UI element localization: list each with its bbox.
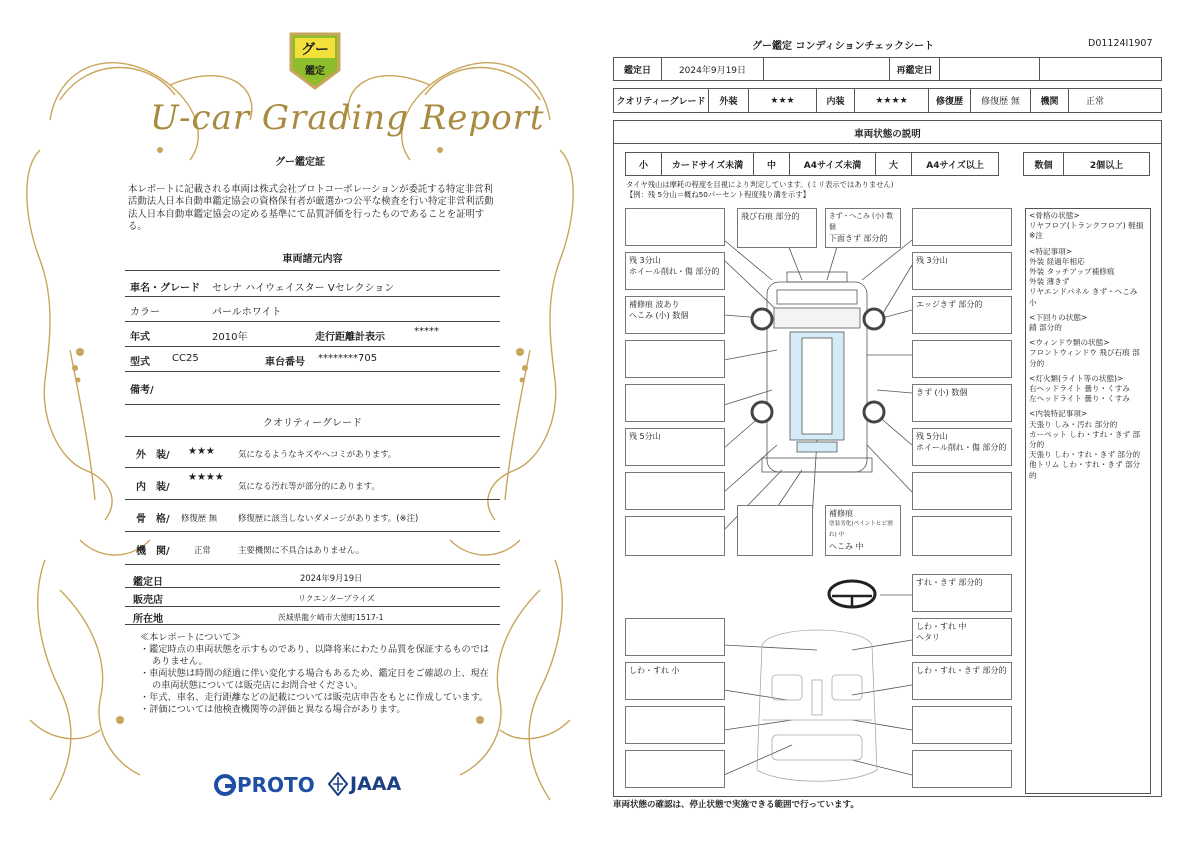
address-value: 茨城県龍ケ崎市大徳町1517-1 bbox=[278, 613, 384, 622]
damage-note: へこみ 中 bbox=[829, 542, 864, 551]
mileage-value: ***** bbox=[414, 326, 439, 337]
svg-text:グー: グー bbox=[301, 42, 329, 58]
engine-label: 機関 bbox=[1031, 89, 1069, 112]
damage-note: 下面きず 部分的 bbox=[829, 234, 888, 243]
engine-value: 正常 bbox=[1085, 97, 1104, 107]
exterior-desc: 気になるようなキズやヘコミがあります。 bbox=[238, 449, 397, 459]
divider bbox=[125, 436, 500, 437]
size-mid-desc: A4サイズ未満 bbox=[790, 153, 876, 175]
ext-value: ★★★ bbox=[749, 89, 817, 112]
damage-box bbox=[625, 384, 725, 422]
note-item: ・評価については他検査機関等の評価と異なる場合があります。 bbox=[140, 704, 406, 715]
size-legend bbox=[625, 152, 999, 176]
car-name-value: セレナ ハイウェイスター Vセレクション bbox=[212, 283, 395, 294]
report-notes bbox=[140, 632, 490, 716]
note-line: 天張り しわ・すれ・きず 部分的 bbox=[1029, 450, 1141, 460]
damage-box bbox=[912, 340, 1012, 378]
interior-box bbox=[912, 706, 1012, 744]
svg-text:鑑定: 鑑定 bbox=[305, 66, 325, 77]
damage-box bbox=[912, 472, 1012, 510]
note-line: リヤエンドパネル きず・へこみ 小 bbox=[1029, 287, 1138, 307]
car-name-label: 車名・グレード bbox=[130, 283, 200, 294]
damage-box: 残 5分山 ホイール削れ・傷 部分的 bbox=[912, 428, 1012, 466]
note-item: ・鑑定時点の車両状態を示すものであり、以降将来にわたり品質を保証するものではありません。 bbox=[140, 644, 490, 667]
interior-box: すれ・きず 部分的 bbox=[912, 574, 1012, 612]
interior-box: しわ・すれ・きず 部分的 bbox=[912, 662, 1012, 700]
damage-box: 残 3分山 bbox=[912, 252, 1012, 290]
engine-grade: 正常 bbox=[194, 545, 211, 555]
mileage-label: 走行距離計表示 bbox=[315, 332, 385, 343]
interior-box bbox=[912, 750, 1012, 788]
note-line: 右ヘッドライト 曇り・くすみ bbox=[1029, 384, 1130, 394]
note-line: <内装特記事項> bbox=[1029, 409, 1088, 419]
damage-note: 塗装劣化(ペイントヒビ割れ) 中 bbox=[829, 521, 893, 538]
frame-desc: 修復歴に該当しないダメージがあります。(※注) bbox=[238, 513, 419, 523]
divider bbox=[125, 606, 500, 607]
note-line: フロントウィンドウ 飛び石痕 部分的 bbox=[1029, 348, 1140, 368]
remarks-label: 備考/ bbox=[130, 385, 154, 396]
note-line: 外装 タッチアップ補修痕 bbox=[1029, 267, 1115, 277]
date-label: 鑑定日 bbox=[133, 577, 163, 588]
engine-label: 機 関/ bbox=[136, 546, 170, 557]
note-item: ・車両状態は時間の経過に伴い変化する場合もあるため、鑑定日をご確認の上、現在の車両状態については販売店にお問合せください。 bbox=[140, 668, 489, 691]
damage-box: きず (小) 数個 bbox=[912, 384, 1012, 422]
note-line: <ウィンドウ類の状態> bbox=[1029, 338, 1110, 348]
damage-note: 飛び石痕 部分的 bbox=[741, 212, 800, 221]
note-line: カーペット しわ・すれ・きず 部分的 bbox=[1029, 429, 1141, 450]
date-row bbox=[613, 57, 1162, 81]
divider bbox=[125, 624, 500, 625]
damage-box bbox=[912, 516, 1012, 556]
recheck-blank bbox=[1040, 58, 1161, 80]
repair-value: 修復歴 無 bbox=[971, 89, 1031, 112]
interior-label: 内 装/ bbox=[136, 482, 170, 493]
size-large: 大 bbox=[876, 153, 912, 175]
color-label: カラー bbox=[130, 307, 160, 318]
divider bbox=[125, 404, 500, 405]
certificate-text: 本レポートに記載される車両は株式会社プロトコーポレーションが委託する特定非営利活動法人日本自動車鑑定協会の資格保有者が厳選かつ公平な検査を行い特定非営利活動法人日本自動車鑑定協会の定める基準にて品質評価を行ったものであることを証明する。 bbox=[128, 184, 494, 232]
state-title: 車両状態の説明 bbox=[854, 129, 921, 140]
repair-label: 修復歴 bbox=[929, 89, 971, 112]
spec-title: 車両諸元内容 bbox=[282, 254, 343, 265]
exterior-label: 外 装/ bbox=[136, 450, 170, 461]
divider bbox=[125, 499, 500, 500]
sheet-title: グー鑑定 コンディションチェックシート bbox=[752, 41, 935, 52]
damage-box bbox=[625, 340, 725, 378]
color-value: パールホワイト bbox=[212, 307, 282, 318]
note-line: 錆 部分的 bbox=[1029, 323, 1062, 333]
note-line: 左ヘッドライト 曇り・くすみ bbox=[1029, 394, 1130, 404]
date-blank bbox=[764, 58, 890, 80]
chassis-label: 車台番号 bbox=[265, 357, 305, 368]
damage-note: 補修痕 bbox=[829, 509, 853, 518]
interior-grade: ★★★★ bbox=[188, 472, 224, 483]
ext-label: 外装 bbox=[709, 89, 749, 112]
damage-box bbox=[912, 208, 1012, 246]
quality-title: クオリティーグレード bbox=[263, 418, 362, 429]
divider bbox=[125, 296, 500, 297]
size-mid: 中 bbox=[754, 153, 790, 175]
date-value: 2024年9月19日 bbox=[662, 58, 764, 80]
year-value: 2010年 bbox=[212, 332, 248, 343]
count-legend bbox=[1023, 152, 1150, 176]
proto-logo-icon bbox=[214, 774, 236, 796]
notes-title: ≪本レポートについて≫ bbox=[140, 632, 241, 643]
damage-box bbox=[625, 472, 725, 510]
count-desc: 2個以上 bbox=[1089, 160, 1124, 171]
certificate-title: グー鑑定証 bbox=[275, 157, 325, 168]
tire-note: タイヤ残山は摩耗の程度を目視により判定しています。(ミリ表示ではありません) bbox=[626, 180, 894, 189]
document-id: D01124I1907 bbox=[1088, 38, 1153, 49]
divider bbox=[125, 321, 500, 322]
damage-box bbox=[737, 208, 817, 248]
frame-label: 骨 格/ bbox=[136, 514, 170, 525]
sheet-footer: 車両状態の確認は、停止状態で実施できる範囲で行っています。 bbox=[613, 800, 859, 810]
divider bbox=[125, 564, 500, 565]
divider bbox=[125, 531, 500, 532]
damage-box bbox=[737, 505, 813, 556]
divider bbox=[125, 346, 500, 347]
damage-box bbox=[825, 505, 901, 556]
int-label: 内装 bbox=[817, 89, 855, 112]
note-item: ・年式、車名、走行距離などの記載については販売店申告をもとに作成しています。 bbox=[140, 692, 489, 703]
jaaa-logo: JAAA bbox=[350, 773, 402, 795]
damage-box: エッジきず 部分的 bbox=[912, 296, 1012, 334]
model-label: 型式 bbox=[130, 357, 150, 368]
shop-label: 販売店 bbox=[133, 595, 163, 606]
date-label: 鑑定日 bbox=[614, 58, 662, 80]
size-small: 小 bbox=[626, 153, 662, 175]
damage-box bbox=[625, 516, 725, 556]
note-line: <下回りの状態> bbox=[1029, 312, 1088, 322]
interior-desc: 気になる汚れ等が部分的にあります。 bbox=[238, 481, 380, 491]
damage-box bbox=[825, 208, 901, 248]
note-line: <特記事項> bbox=[1029, 246, 1073, 256]
damage-box bbox=[625, 208, 725, 246]
proto-logo: PROTO bbox=[237, 773, 315, 797]
int-value: ★★★★ bbox=[855, 89, 929, 112]
shop-value: リクエンタープライズ bbox=[298, 594, 375, 603]
year-label: 年式 bbox=[130, 332, 150, 343]
size-large-desc: A4サイズ以上 bbox=[926, 160, 984, 171]
note-line: 外装 薄きず bbox=[1029, 277, 1070, 287]
grade-row bbox=[613, 88, 1162, 113]
count-label: 数個 bbox=[1024, 153, 1064, 175]
model-value: CC25 bbox=[172, 353, 199, 364]
damage-box: 残 5分山 bbox=[625, 428, 725, 466]
note-line: リヤフロア(トランクフロア) 軽損 bbox=[1029, 221, 1144, 231]
condition-notes bbox=[1025, 208, 1151, 794]
exterior-grade: ★★★ bbox=[188, 446, 215, 457]
note-line: 外装 経過年相応 bbox=[1029, 256, 1085, 266]
damage-box: 残 3分山 ホイール削れ・傷 部分的 bbox=[625, 252, 725, 290]
divider bbox=[125, 587, 500, 588]
interior-box: しわ・すれ 中 ヘタリ bbox=[912, 618, 1012, 656]
size-small-desc: カードサイズ未満 bbox=[662, 153, 754, 175]
damage-box: 補修痕 波あり へこみ (小) 数個 bbox=[625, 296, 725, 334]
frame-grade: 修復歴 無 bbox=[181, 513, 218, 523]
tire-example: 【例：残 5分山＝概ね50パーセント程度残り溝を示す】 bbox=[626, 190, 810, 199]
note-line: <骨格の状態> bbox=[1029, 211, 1080, 220]
grade-label: クオリティーグレード bbox=[614, 89, 709, 112]
interior-box bbox=[625, 618, 725, 656]
note-line: 天張り しみ・汚れ 部分的 bbox=[1029, 419, 1118, 429]
interior-box bbox=[625, 750, 725, 788]
note-line: <灯火類(ライト等の状態)> bbox=[1029, 373, 1124, 383]
divider bbox=[125, 371, 500, 372]
recheck-label: 再鑑定日 bbox=[890, 58, 940, 80]
divider bbox=[125, 467, 500, 468]
script-title: U-car Grading Report bbox=[150, 98, 545, 138]
note-line: ※注 bbox=[1029, 231, 1043, 241]
jaaa-logo-icon bbox=[328, 772, 348, 796]
note-line: 他トリム しわ・すれ・きず 部分的 bbox=[1029, 460, 1141, 480]
damage-note: きず・へこみ (小) 数個 bbox=[829, 212, 893, 231]
interior-box bbox=[625, 706, 725, 744]
engine-desc: 主要機関に不具合はありません。 bbox=[238, 545, 365, 555]
date-value: 2024年9月19日 bbox=[300, 573, 363, 583]
recheck-value bbox=[940, 58, 1040, 80]
interior-box: しわ・すれ 小 bbox=[625, 662, 725, 700]
goo-badge-logo bbox=[287, 30, 343, 92]
chassis-value: ********705 bbox=[318, 353, 378, 364]
address-label: 所在地 bbox=[133, 614, 163, 625]
divider bbox=[125, 270, 500, 271]
